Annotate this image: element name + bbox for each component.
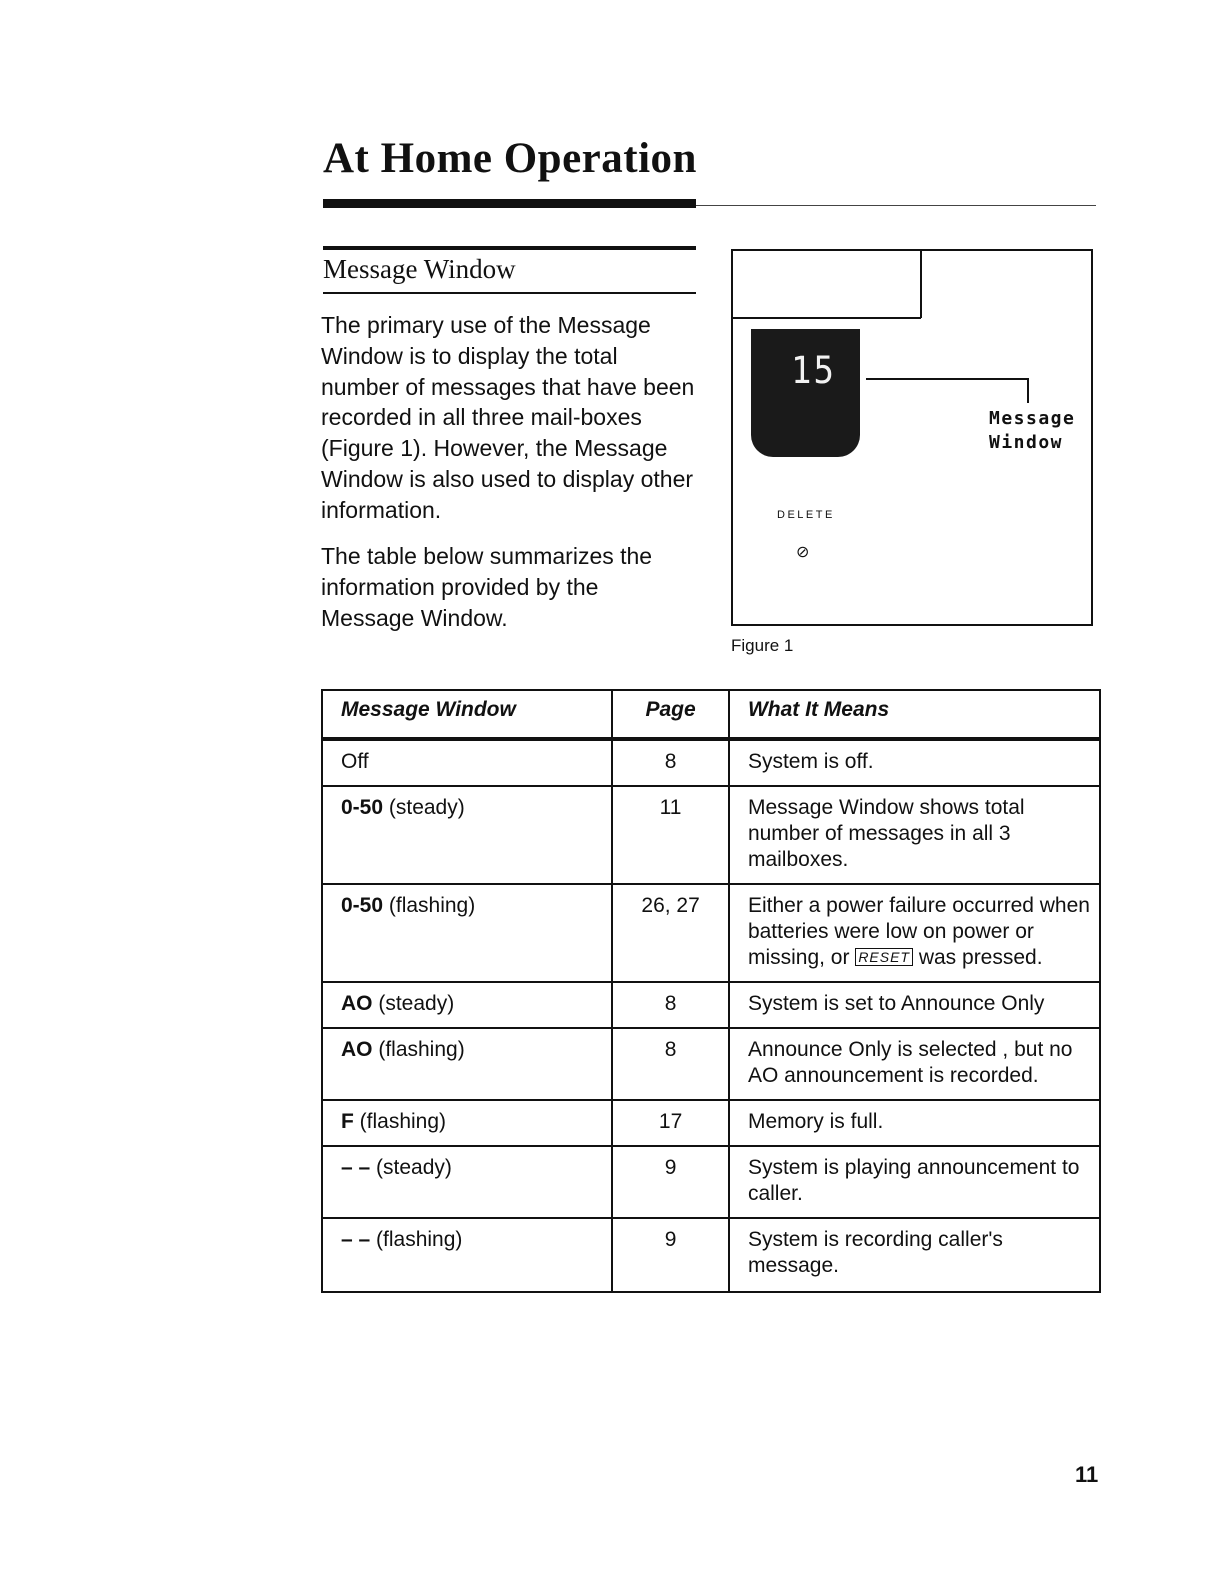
figure-panel-edge-vertical bbox=[920, 251, 922, 318]
indicator-detail: (flashing) bbox=[383, 894, 476, 917]
callout-leader-line bbox=[866, 378, 1028, 380]
indicator-detail: (flashing) bbox=[370, 1228, 463, 1251]
delete-button-icon: ⊘ bbox=[796, 544, 810, 561]
row-indicator bbox=[322, 1028, 612, 1100]
indicator-detail: (steady) bbox=[383, 796, 465, 819]
row-page: 8 bbox=[612, 739, 729, 786]
row-meaning: System is off. bbox=[729, 739, 1100, 786]
section-title: Message Window bbox=[323, 254, 516, 284]
indicator-detail: (steady) bbox=[370, 1156, 452, 1179]
table-row bbox=[322, 739, 1100, 786]
row-indicator bbox=[322, 982, 612, 1028]
indicator-detail: Off bbox=[341, 750, 369, 773]
meaning-text-after: was pressed. bbox=[913, 946, 1043, 969]
callout-label bbox=[989, 407, 1075, 455]
table-row bbox=[322, 884, 1100, 982]
table-row bbox=[322, 786, 1100, 884]
row-page: 17 bbox=[612, 1100, 729, 1146]
row-meaning: Announce Only is selected , but no AO announcement is recorded. bbox=[729, 1028, 1100, 1100]
row-page: 11 bbox=[612, 786, 729, 884]
row-page: 8 bbox=[612, 1028, 729, 1100]
row-meaning bbox=[729, 884, 1100, 982]
title-underline-thick bbox=[323, 199, 696, 208]
table-intro-paragraph: The table below summarizes the information provided by the Message Window. bbox=[321, 543, 653, 631]
message-window-table bbox=[321, 689, 1101, 1293]
row-indicator bbox=[322, 786, 612, 884]
callout-line-2: Window bbox=[989, 432, 1064, 453]
callout-line-1: Message bbox=[989, 408, 1076, 429]
page-title: At Home Operation bbox=[323, 135, 697, 182]
row-page: 9 bbox=[612, 1146, 729, 1218]
callout-leader-tick bbox=[1027, 378, 1029, 403]
indicator-code: – – bbox=[341, 1156, 371, 1179]
row-page: 9 bbox=[612, 1218, 729, 1292]
figure-panel-edge bbox=[733, 317, 921, 319]
row-meaning: Message Window shows total number of messages in all 3 mailboxes. bbox=[729, 786, 1100, 884]
figure-caption: Figure 1 bbox=[731, 636, 794, 655]
header-what-it-means: What It Means bbox=[729, 690, 1100, 739]
header-page: Page bbox=[612, 690, 729, 739]
figure-1 bbox=[731, 249, 1093, 626]
indicator-detail: (flashing) bbox=[372, 1038, 465, 1061]
row-page: 8 bbox=[612, 982, 729, 1028]
indicator-code: AO bbox=[341, 992, 373, 1015]
row-indicator bbox=[322, 1146, 612, 1218]
message-window-display bbox=[751, 329, 860, 457]
table-header-row bbox=[322, 690, 1100, 739]
row-page: 26, 27 bbox=[612, 884, 729, 982]
row-meaning: System is recording caller's message. bbox=[729, 1218, 1100, 1292]
meaning-text: Either a power failure occurred when batteries were low on power or missing, or bbox=[747, 894, 1090, 969]
lcd-digits: 15 bbox=[791, 349, 836, 393]
intro-paragraph: The primary use of the Message Window is to display the total number of messages that have been recorded in all three mail-boxes (Figure 1). However, the Message Window is also used to display other information. bbox=[321, 312, 695, 523]
row-indicator bbox=[322, 1100, 612, 1146]
table-row bbox=[322, 982, 1100, 1028]
row-indicator bbox=[322, 739, 612, 786]
indicator-code: 0-50 bbox=[341, 796, 384, 819]
delete-label: DELETE bbox=[777, 509, 835, 521]
indicator-detail: (steady) bbox=[372, 992, 455, 1015]
title-underline-thin bbox=[696, 205, 1096, 206]
page-number: 11 bbox=[1075, 1462, 1099, 1487]
indicator-code: 0-50 bbox=[341, 894, 384, 917]
table-row bbox=[322, 1100, 1100, 1146]
table-row bbox=[322, 1218, 1100, 1292]
table-row bbox=[322, 1146, 1100, 1218]
row-indicator bbox=[322, 1218, 612, 1292]
header-message-window: Message Window bbox=[322, 690, 612, 739]
indicator-code: – – bbox=[341, 1228, 371, 1251]
row-indicator bbox=[322, 884, 612, 982]
indicator-detail: (flashing) bbox=[353, 1110, 447, 1133]
section-rule-bottom bbox=[323, 292, 696, 294]
indicator-code: F bbox=[341, 1110, 354, 1133]
section-rule-top bbox=[323, 246, 696, 250]
table-row bbox=[322, 1028, 1100, 1100]
row-meaning: System is playing announcement to caller. bbox=[729, 1146, 1100, 1218]
reset-key-icon: RESET bbox=[855, 948, 913, 966]
row-meaning: System is set to Announce Only bbox=[729, 982, 1100, 1028]
indicator-code: AO bbox=[341, 1038, 373, 1061]
row-meaning: Memory is full. bbox=[729, 1100, 1100, 1146]
